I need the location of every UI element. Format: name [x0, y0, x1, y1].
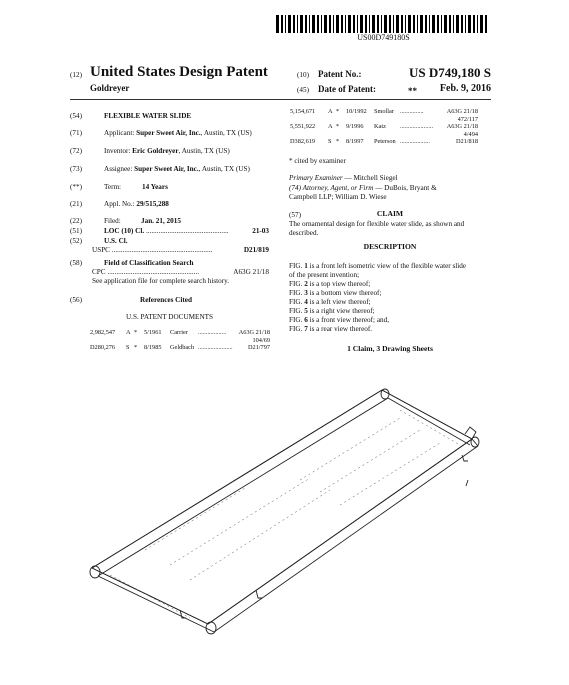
uspc-line — [92, 246, 269, 255]
ref-class: A63G 21/18 — [238, 329, 270, 336]
header-rule — [70, 99, 491, 100]
assignee-location: , Austin, TX (US) — [198, 165, 250, 173]
barcode-bar — [305, 15, 307, 33]
ref-number: D382,619 — [290, 138, 316, 146]
barcode-bar — [473, 15, 475, 33]
ref-class: D21/797 — [247, 344, 270, 352]
barcode-bar — [372, 15, 375, 33]
barcode-bar — [485, 15, 487, 33]
loc-label: LOC (10) Cl. — [104, 227, 145, 235]
barcode-bar — [465, 15, 466, 33]
attorney-line-2: Campbell LLP; William D. Wiese — [289, 193, 387, 201]
ref-star: * — [336, 108, 340, 115]
code-45: (45) — [297, 86, 309, 94]
barcode-bar — [336, 15, 339, 33]
ref-dots: ............... — [400, 108, 424, 115]
ref-dots: ..................... — [400, 123, 434, 131]
ref-number: 5,154,671 — [290, 108, 316, 115]
field-56 — [70, 296, 269, 305]
fig-line: FIG. 1 is a front left isometric view of the flexible water slide — [289, 262, 467, 270]
ref-number: 5,551,922 — [290, 123, 316, 131]
claim-code: (57) — [289, 211, 301, 219]
applicant-name: Super Sweet Air, Inc. — [136, 129, 201, 137]
fig-line: FIG. 5 is a right view thereof; — [289, 307, 375, 315]
uspc-value: D21/819 — [243, 246, 269, 254]
us-cl-label: U.S. Cl. — [104, 237, 128, 245]
field-52 — [70, 237, 128, 246]
barcode-bar — [276, 15, 279, 33]
barcode-bar — [429, 15, 430, 33]
barcode-bar — [369, 15, 370, 33]
field-72 — [70, 147, 230, 156]
ref-kind: A — [126, 329, 131, 336]
field-code: (51) — [70, 227, 82, 235]
field-22 — [70, 217, 181, 226]
barcode-bar — [401, 15, 403, 33]
date-marker: ** — [408, 86, 417, 96]
barcode-bar — [413, 15, 415, 33]
fig-line: FIG. 6 is a front view thereof; and, — [289, 316, 390, 324]
ref-star: * — [134, 329, 138, 336]
ref-star: * — [336, 138, 340, 146]
appl-number: 29/515,288 — [136, 200, 169, 208]
barcode-bar — [353, 15, 355, 33]
barcode-bar — [285, 15, 286, 33]
term-value: 14 Years — [142, 183, 168, 191]
uspc-label: USPC — [92, 246, 110, 254]
term-label: Term: — [104, 183, 122, 191]
barcode-bar — [288, 15, 291, 33]
field-51 — [70, 227, 269, 236]
applicant-label: Applicant: — [104, 129, 135, 137]
barcode-bar — [300, 15, 303, 33]
cpc-label: CPC — [92, 268, 106, 276]
field-21 — [70, 200, 169, 209]
ref-date: 5/1961 — [144, 329, 162, 336]
ref-dots: .................. — [198, 329, 227, 336]
ref-dots: ...................... — [198, 344, 233, 352]
inventor-location: , Austin, TX (US) — [178, 147, 230, 155]
attorney — [289, 184, 437, 193]
loc-dots: .............................................. — [144, 227, 229, 235]
ref-class: A63G 21/18 — [446, 123, 478, 131]
barcode-bar — [384, 15, 387, 33]
uspc-dots: ........................................................ — [109, 246, 213, 254]
barcode-bar — [444, 15, 447, 33]
barcode-bar — [317, 15, 319, 33]
inventor-name: Eric Goldreyer — [132, 147, 179, 155]
barcode-bar — [312, 15, 315, 33]
filed-date: Jan. 21, 2015 — [141, 217, 181, 225]
barcode-bar — [377, 15, 379, 33]
cpc-line — [92, 268, 269, 277]
barcode — [276, 15, 491, 33]
barcode-bar — [365, 15, 367, 33]
references-label: References Cited — [140, 296, 192, 304]
claim-title: CLAIM — [376, 209, 404, 218]
patent-date: Feb. 9, 2016 — [439, 83, 491, 94]
ref-number: 2,982,547 — [90, 329, 116, 336]
search-label: Field of Classification Search — [104, 259, 194, 267]
field-code: (56) — [70, 296, 82, 304]
document-title: United States Design Patent — [90, 64, 268, 80]
barcode-bar — [393, 15, 394, 33]
barcode-bar — [437, 15, 439, 33]
ref-class: A63G 21/18 — [446, 108, 478, 115]
ref-date: 8/1997 — [346, 138, 364, 146]
table-row — [290, 123, 478, 138]
claims-summary: 1 Claim, 3 Drawing Sheets — [347, 344, 433, 353]
applicant-location: , Austin, TX (US) — [200, 129, 252, 137]
date-label: Date of Patent: — [318, 84, 376, 94]
table-row — [90, 344, 270, 352]
field-code: (58) — [70, 259, 82, 267]
barcode-text: US00D749180S — [357, 33, 410, 42]
barcode-bar — [297, 15, 298, 33]
barcode-bar — [348, 15, 351, 33]
ref-kind: A — [328, 123, 333, 131]
field-58 — [70, 259, 194, 268]
ref-class: D21/818 — [455, 138, 478, 146]
assignee-label: Assignee: — [104, 165, 133, 173]
ref-class-secondary: 4/494 — [463, 130, 478, 138]
cpc-dots: ................................................... — [105, 268, 200, 276]
tube-end — [206, 622, 216, 634]
table-row — [90, 329, 270, 344]
us-patent-docs-heading: U.S. PATENT DOCUMENTS — [125, 313, 214, 321]
ref-star: * — [336, 123, 340, 131]
ref-name: Geldbach — [170, 344, 195, 352]
water-slide-drawing — [70, 360, 500, 665]
barcode-bar — [441, 15, 442, 33]
fig-line: FIG. 3 is a bottom view thereof; — [289, 289, 382, 297]
field-code: (73) — [70, 165, 82, 173]
code-12: (12) — [70, 71, 82, 79]
barcode-bar — [461, 15, 463, 33]
appl-label: Appl. No.: — [104, 200, 135, 208]
fig-line: FIG. 2 is a top view thereof; — [289, 280, 371, 288]
barcode-bar — [456, 15, 459, 33]
assignee-name: Super Sweet Air, Inc. — [134, 165, 199, 173]
code-10: (10) — [297, 71, 309, 79]
barcode-bar — [477, 15, 478, 33]
barcode-bar — [321, 15, 322, 33]
primary-examiner — [289, 174, 398, 183]
ref-name: Carrier — [170, 329, 188, 336]
barcode-bar — [417, 15, 418, 33]
barcode-bar — [396, 15, 399, 33]
right-references-table — [290, 108, 478, 146]
barcode-bar — [381, 15, 382, 33]
barcode-bar — [453, 15, 454, 33]
barcode-bar — [345, 15, 346, 33]
barcode-bar — [468, 15, 471, 33]
ref-class-secondary: 472/117 — [457, 115, 478, 123]
left-references-table — [90, 329, 270, 352]
field-code: (71) — [70, 129, 82, 137]
examiner-name: — Mitchell Siegel — [342, 174, 398, 182]
field-code: (22) — [70, 217, 82, 225]
ref-kind: S — [126, 344, 130, 352]
cited-by-examiner-note: * cited by examiner — [289, 157, 346, 165]
ref-name: Peterson — [374, 138, 396, 146]
ref-star: * — [134, 344, 138, 352]
barcode-bar — [480, 15, 483, 33]
slide-sheet — [92, 390, 472, 624]
ref-kind: S — [328, 138, 332, 146]
design-title: FLEXIBLE WATER SLIDE — [104, 112, 192, 120]
barcode-bar — [425, 15, 427, 33]
barcode-bar — [293, 15, 295, 33]
filed-label: Filed: — [104, 217, 121, 225]
ref-date: 8/1985 — [144, 344, 162, 352]
ref-class-secondary: 104/69 — [252, 336, 270, 344]
cpc-value: A63G 21/18 — [233, 268, 269, 276]
field-71 — [70, 129, 252, 138]
barcode-bar — [281, 15, 283, 33]
field-code: (**) — [70, 183, 82, 191]
field-code: (54) — [70, 112, 82, 120]
claim-text-1: The ornamental design for flexible water slide, as shown and — [289, 220, 465, 228]
loc-value: 21-03 — [252, 227, 269, 235]
claim-text-2: described. — [289, 229, 319, 237]
field-code: (52) — [70, 237, 82, 245]
inventor-label: Inventor: — [104, 147, 131, 155]
description-title: DESCRIPTION — [363, 242, 417, 251]
barcode-bar — [329, 15, 331, 33]
field-54 — [70, 112, 191, 121]
barcode-bar — [389, 15, 391, 33]
barcode-bar — [357, 15, 358, 33]
barcode-bar — [324, 15, 327, 33]
barcode-bar — [333, 15, 334, 33]
ref-dots: ................... — [400, 138, 430, 146]
ref-date: 10/1992 — [346, 108, 367, 115]
barcode-bar — [408, 15, 411, 33]
examiner-label: Primary Examiner — [289, 174, 343, 182]
barcode-bar — [432, 15, 435, 33]
fig-line: FIG. 4 is a left view thereof; — [289, 298, 371, 306]
ref-date: 9/1996 — [346, 123, 364, 131]
field-term — [70, 183, 168, 192]
fig-line: of the present invention; — [289, 271, 360, 279]
field-73 — [70, 165, 250, 174]
barcode-bar — [360, 15, 363, 33]
barcode-bar — [341, 15, 343, 33]
ref-name: Smollar — [374, 108, 394, 115]
ref-name: Katz — [374, 123, 386, 131]
barcode-bar — [405, 15, 406, 33]
patent-no-label: Patent No.: — [318, 69, 362, 79]
attorney-label: (74) Attorney, Agent, or Firm — [289, 184, 374, 192]
table-row — [290, 138, 478, 146]
field-code: (21) — [70, 200, 82, 208]
barcode-bar — [420, 15, 423, 33]
table-row — [290, 108, 478, 123]
barcode-bar — [309, 15, 310, 33]
attorney-line-1: — DuBois, Bryant & — [373, 184, 437, 192]
ref-kind: A — [328, 108, 333, 115]
fig-line: FIG. 7 is a rear view thereof. — [289, 325, 373, 333]
ref-number: D280,276 — [90, 344, 116, 352]
barcode-bar — [449, 15, 451, 33]
inventor-surname: Goldreyer — [90, 83, 130, 93]
patent-number: US D749,180 S — [409, 65, 491, 80]
field-code: (72) — [70, 147, 82, 155]
search-note: See application file for complete search history. — [92, 277, 230, 285]
